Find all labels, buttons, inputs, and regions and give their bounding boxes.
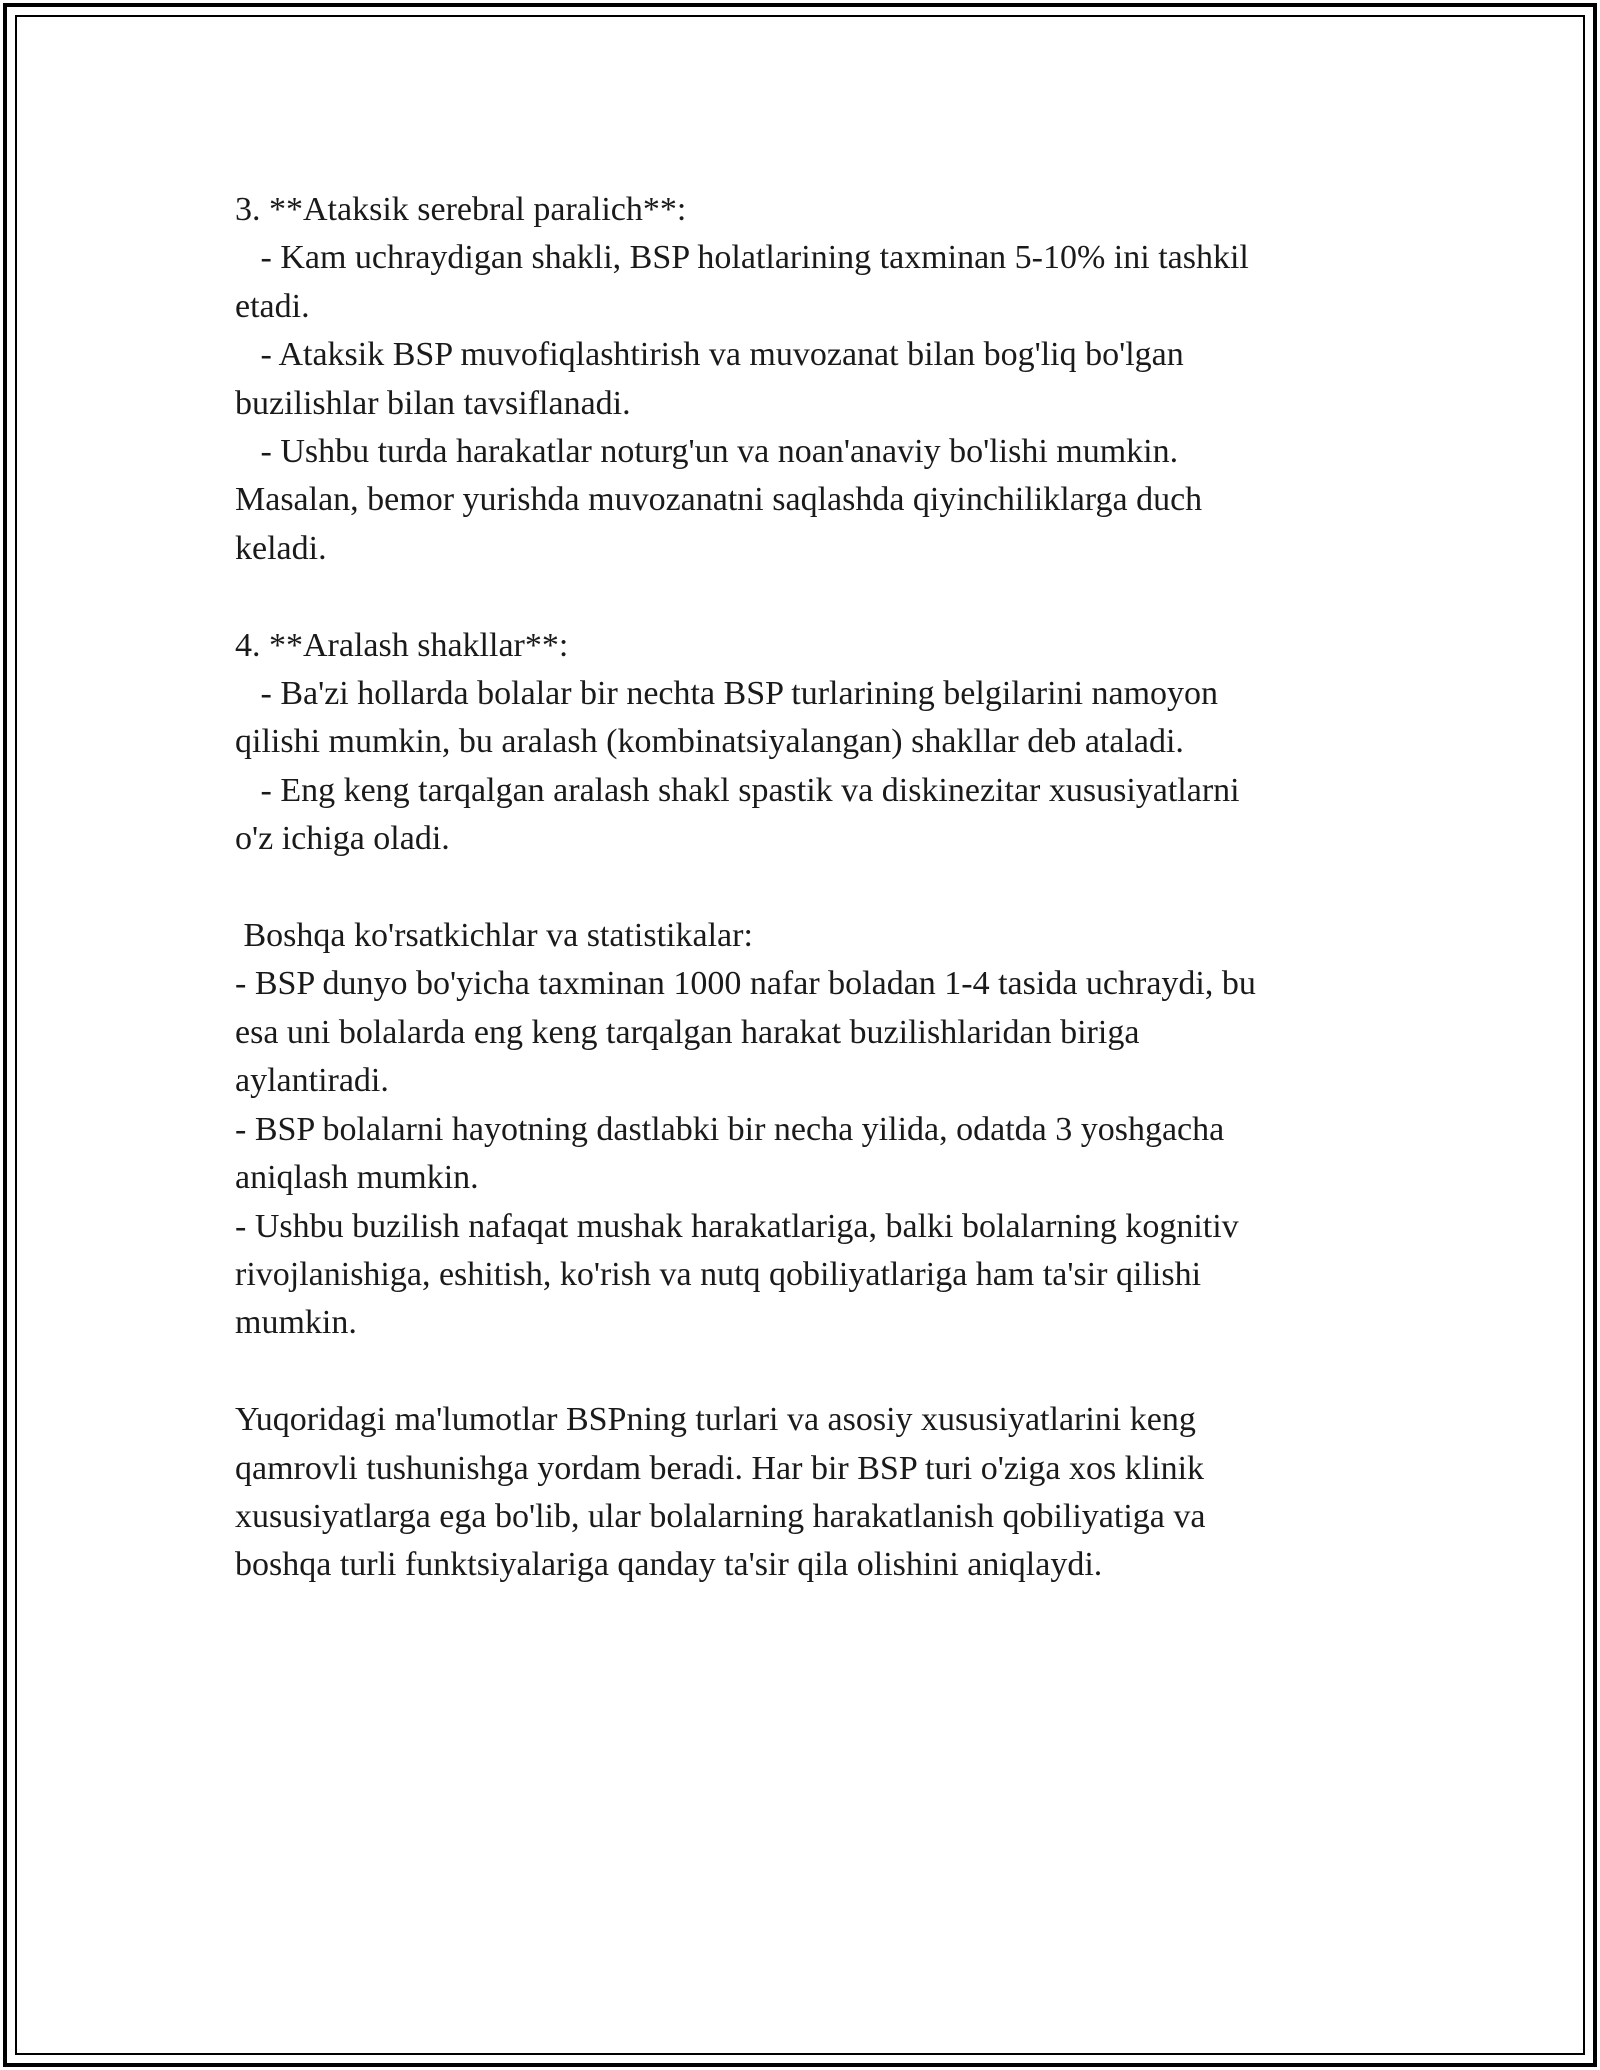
text-line: mumkin. — [235, 1304, 357, 1342]
text-line: - Ataksik BSP muvofiqlashtirish va muvozanat bilan bog'liq bo'lgan — [235, 336, 1184, 374]
conclusion-line: qamrovli tushunishga yordam beradi. Har bir BSP turi o'ziga xos klinik — [235, 1449, 1205, 1487]
text-line: buzilishlar bilan tavsiflanadi. — [235, 384, 631, 422]
text-line: Masalan, bemor yurishda muvozanatni saqlashda qiyinchiliklarga duch — [235, 481, 1203, 519]
text-line: - Ba'zi hollarda bolalar bir nechta BSP turlarining belgilarini namoyon — [235, 675, 1219, 713]
blank-line — [235, 864, 1375, 912]
blank-line — [235, 573, 1375, 621]
text-line: esa uni bolalarda eng keng tarqalgan harakat buzilishlaridan biriga — [235, 1013, 1140, 1051]
text-line: aylantiradi. — [235, 1062, 389, 1100]
text-line: qilishi mumkin, bu aralash (kombinatsiyalangan) shakllar deb ataladi. — [235, 723, 1184, 761]
conclusion-line: xususiyatlarga ega bo'lib, ular bolalarning harakatlanish qobiliyatiga va — [235, 1497, 1206, 1535]
text-line: o'z ichiga oladi. — [235, 820, 450, 858]
section-heading-statistika: Boshqa ko'rsatkichlar va statistikalar: — [235, 917, 753, 955]
text-line: rivojlanishiga, eshitish, ko'rish va nutq qobiliyatlariga ham ta'sir qilishi — [235, 1255, 1202, 1293]
text-line: - Ushbu turda harakatlar noturg'un va noan'anaviy bo'lishi mumkin. — [235, 433, 1179, 471]
text-line: keladi. — [235, 529, 327, 567]
conclusion-line: boshqa turli funktsiyalariga qanday ta'sir qila olishini aniqlaydi. — [235, 1546, 1103, 1584]
text-line: - Kam uchraydigan shakli, BSP holatlarining taxminan 5-10% ini tashkil — [235, 239, 1249, 277]
blank-line — [235, 1348, 1375, 1396]
section-heading-ataksik: 3. **Ataksik serebral paralich**: — [235, 191, 687, 228]
text-line: aniqlash mumkin. — [235, 1159, 479, 1197]
text-line: - Eng keng tarqalgan aralash shakl spastik va diskinezitar xususiyatlarni — [235, 771, 1240, 809]
conclusion-line: Yuqoridagi ma'lumotlar BSPning turlari va asosiy xususiyatlarini keng — [235, 1401, 1196, 1439]
section-heading-aralash: 4. **Aralash shakllar**: — [235, 626, 569, 664]
text-line: etadi. — [235, 287, 310, 325]
document-body — [235, 186, 1375, 1590]
text-line: - BSP bolalarni hayotning dastlabki bir necha yilida, odatda 3 yoshgacha — [235, 1110, 1225, 1148]
text-line: - Ushbu buzilish nafaqat mushak harakatlariga, balki bolalarning kognitiv — [235, 1207, 1239, 1245]
text-line: - BSP dunyo bo'yicha taxminan 1000 nafar boladan 1-4 tasida uchraydi, bu — [235, 965, 1256, 1003]
